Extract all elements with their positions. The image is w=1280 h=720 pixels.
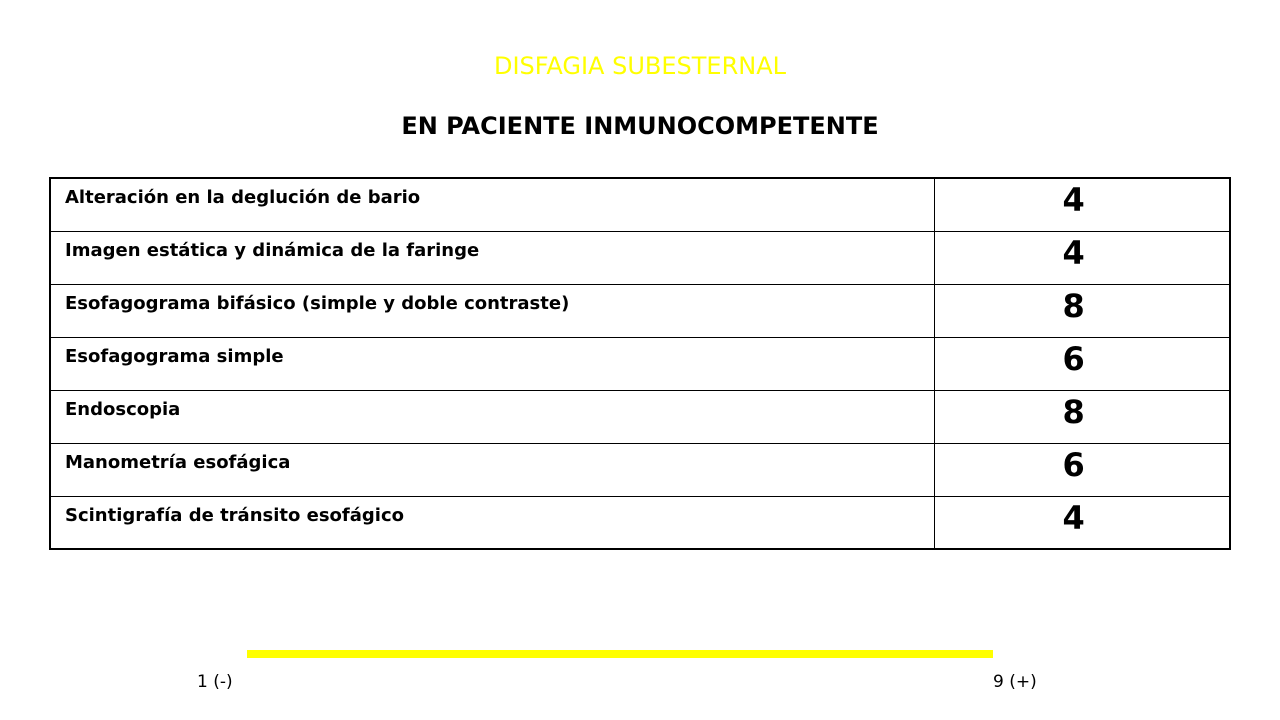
table-row [50,443,1230,496]
table-row [50,390,1230,443]
procedure-cell: Scintigrafía de tránsito esofágico [50,496,934,549]
scale-high-label: 9 (+) [993,672,1037,692]
score-cell: 8 [934,390,1230,443]
rating-scale-bar [247,650,993,658]
procedure-cell: Esofagograma bifásico (simple y doble contraste) [50,284,934,337]
score-cell: 6 [934,337,1230,390]
slide-title: DISFAGIA SUBESTERNAL [493,52,787,80]
slide-subtitle: EN PACIENTE INMUNOCOMPETENTE [401,112,879,140]
table-row [50,178,1230,231]
score-cell: 4 [934,178,1230,231]
score-cell: 4 [934,496,1230,549]
procedure-cell: Manometría esofágica [50,443,934,496]
score-cell: 4 [934,231,1230,284]
score-cell: 8 [934,284,1230,337]
scale-low-label: 1 (-) [197,672,233,692]
procedure-cell: Esofagograma simple [50,337,934,390]
table-row [50,284,1230,337]
score-cell: 6 [934,443,1230,496]
procedure-cell: Alteración en la deglución de bario [50,178,934,231]
ratings-table [49,177,1231,550]
table-row [50,337,1230,390]
procedure-cell: Imagen estática y dinámica de la faringe [50,231,934,284]
table-row [50,496,1230,549]
table-row [50,231,1230,284]
procedure-cell: Endoscopia [50,390,934,443]
